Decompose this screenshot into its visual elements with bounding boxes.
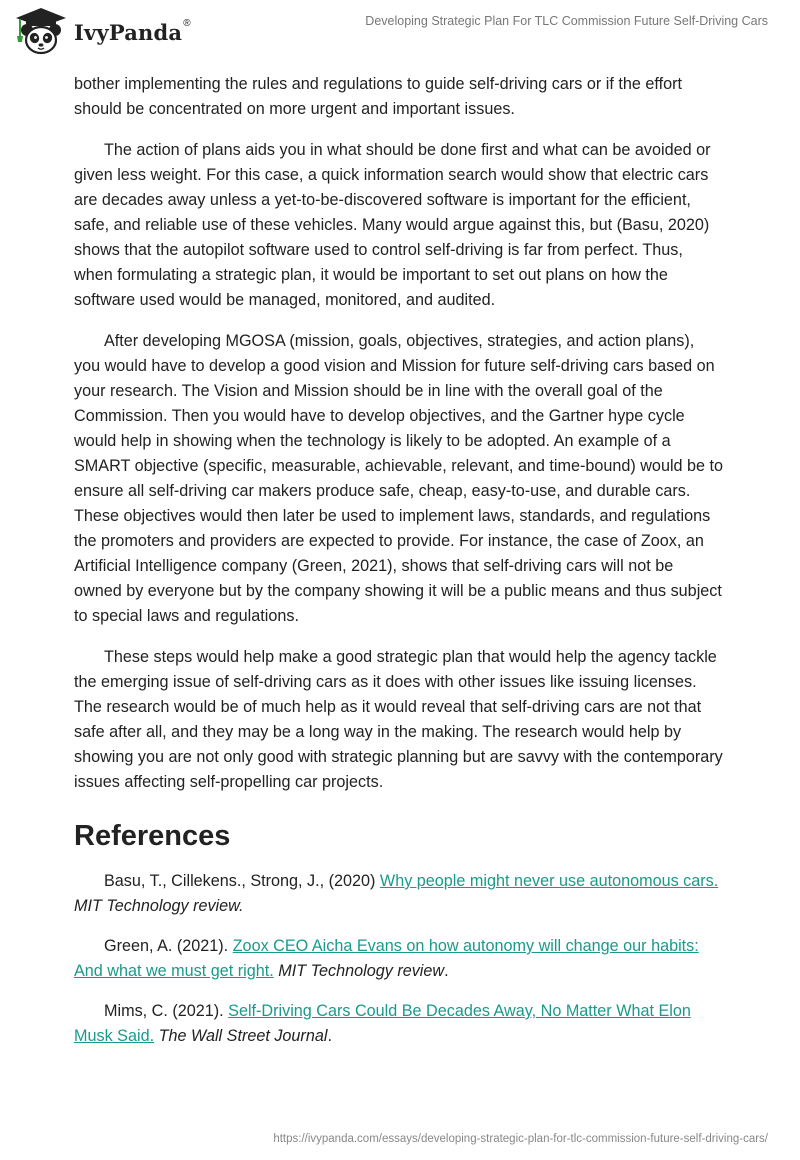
page-header [0,0,800,70]
reference-link[interactable]: Self-Driving Cars Could Be Decades Away, No Matter What Elon Musk Said. [74,1002,691,1045]
reference-link[interactable]: Why people might never use autonomous cars. [379,872,719,890]
reference-authors: Mims, C. (2021). [104,1002,229,1020]
footer-url: https://ivypanda.com/essays/developing-strategic-plan-for-tlc-commission-future-self-driving-cars/ [273,1133,768,1145]
ivypanda-logo[interactable] [14,6,191,56]
body-paragraph: After developing MGOSA (mission, goals, objectives, strategies, and action plans), you would have to develop a good vision and Mission for future self-driving cars based on your research. The Vision and Mission should be in line with the overall goal of the Commission. Then you would have to develop objectives, and the Gartner hype cycle would help in showing when the technology is likely to be adopted. An example of a SMART objective (specific, measurable, achievable, relevant, and time-bound) would be to ensure all self-driving car makers produce safe, cheap, easy-to-use, and durable cars. These objectives would then later be used to implement laws, standards, and regulations the promoters and providers are expected to provide. For instance, the case of Zoox, an Artificial Intelligence company (Green, 2021), shows that self-driving cars will not be owned by everyone but by the company showing it will be a public means and thus subject to special laws and regulations. [74,332,724,625]
references-heading: References [74,820,231,852]
body-paragraph: These steps would help make a good strategic plan that would help the agency tackle the emerging issue of self-driving cars as it does with other issues like issuing licenses. The research would be of much help as it would reveal that self-driving cars are not that safe after all, and they may be a long way in the making. The research would help by showing you are not only good with strategic planning but are savvy with the contemporary issues affecting self-propelling car projects. [74,648,723,791]
reference-item: Mims, C. (2021). Self-Driving Cars Could Be Decades Away, No Matter What Elon Musk Said. The Wall Street Journal. [74,1002,691,1045]
reference-item: Green, A. (2021). Zoox CEO Aicha Evans on how autonomy will change our habits: And what we must get right. MIT Technology review. [74,937,699,980]
reference-authors: Green, A. (2021). [104,937,233,955]
brand-name: IvyPanda® [74,17,191,45]
essay-content [74,72,724,1064]
document-title: Developing Strategic Plan For TLC Commission Future Self-Driving Cars [365,14,768,28]
reference-source: MIT Technology review [278,962,445,980]
reference-item [74,869,724,919]
reference-source: The Wall Street Journal [158,1027,328,1045]
panda-graduate-icon [14,6,68,56]
reference-source: MIT Technology review. [74,897,244,915]
reference-authors: Basu, T., Cillekens., Strong, J., (2020) [104,872,380,890]
body-paragraph: bother implementing the rules and regulations to guide self-driving cars or if the effort should be concentrated on more urgent and important issues. [74,75,682,118]
reference-link[interactable]: Zoox CEO Aicha Evans on how autonomy will change our habits: And what we must get right. [74,937,699,980]
body-paragraph: The action of plans aids you in what should be done first and what can be avoided or given less weight. For this case, a quick information search would show that electric cars are decades away unless a yet-to-be-discovered software is important for the efficient, safe, and reliable use of these vehicles. Many would argue against this, but (Basu, 2020) shows that the autopilot software used to control self-driving is far from perfect. Thus, when formulating a strategic plan, it would be important to set out plans on how the software used would be managed, monitored, and audited. [74,141,711,309]
